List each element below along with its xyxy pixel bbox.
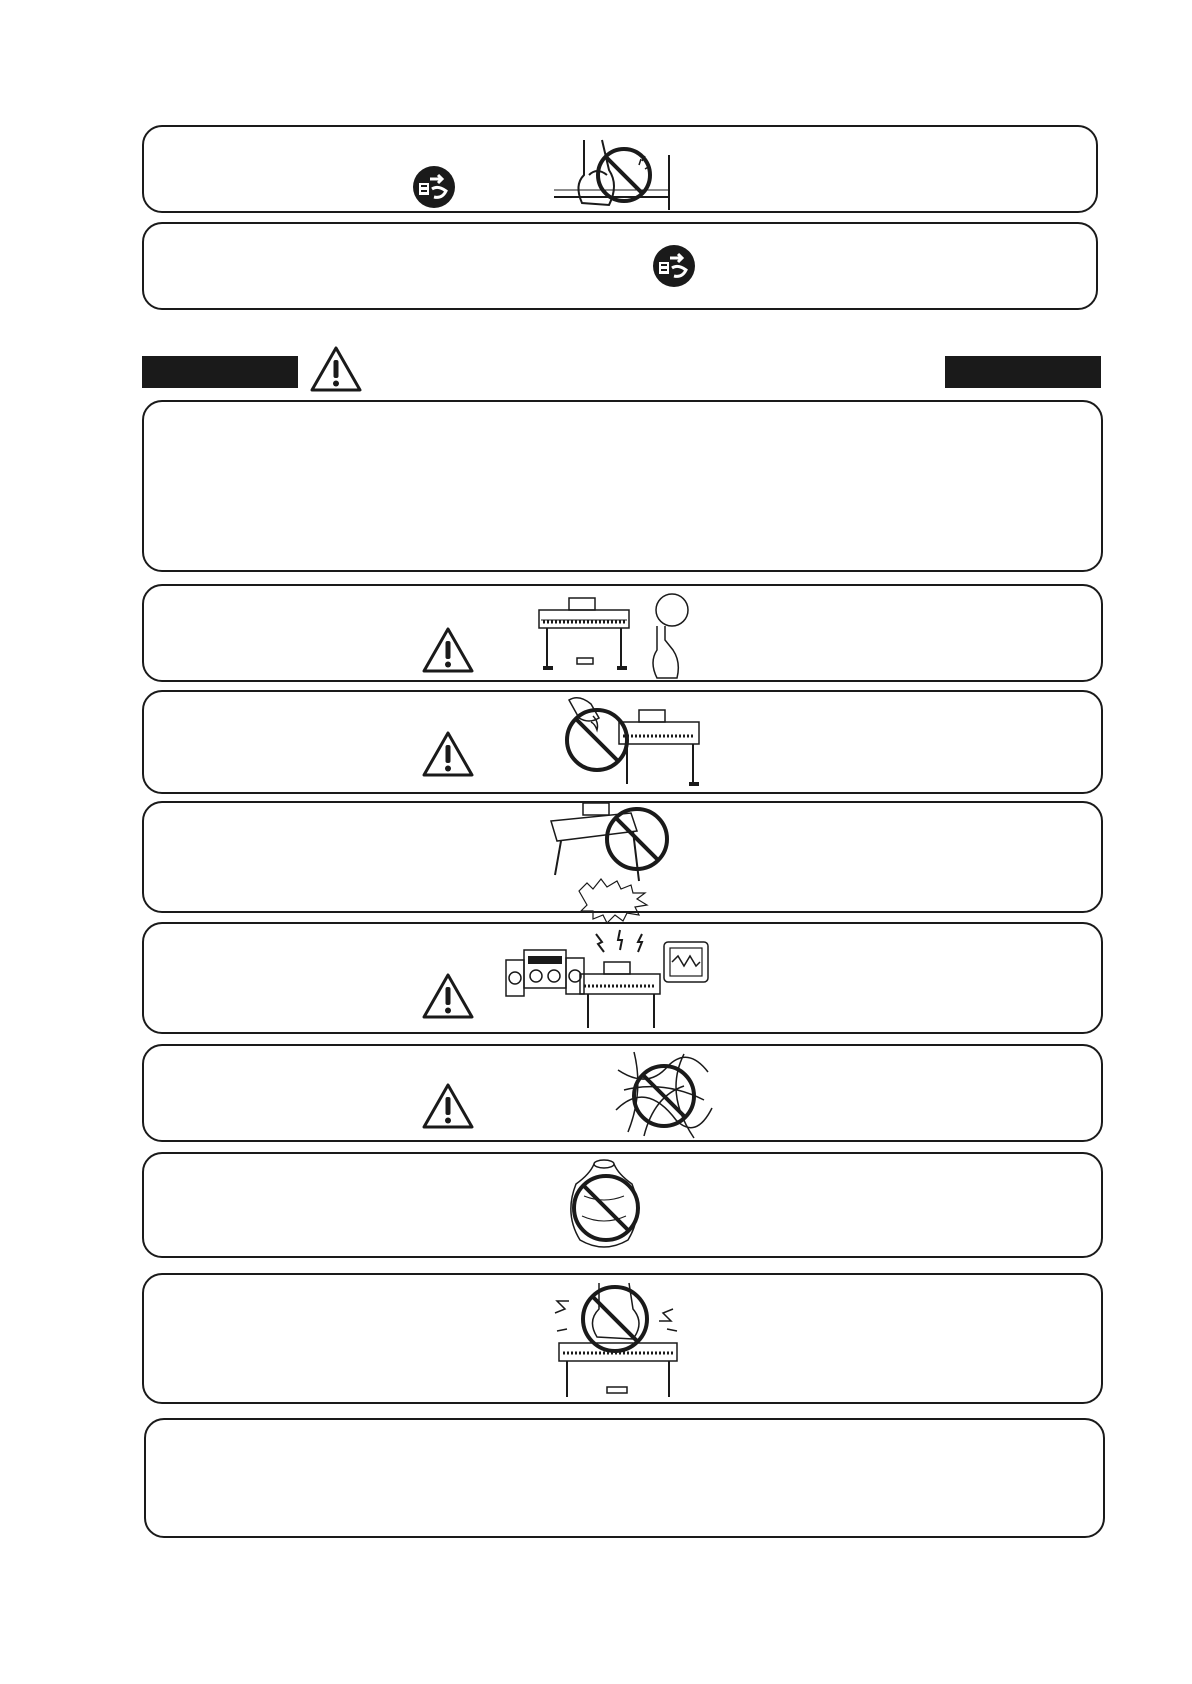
caution-box-3 (142, 400, 1103, 572)
caution-box-2 (142, 222, 1098, 310)
caution-box-6 (142, 801, 1103, 913)
no-pressing-force-illustration (549, 1279, 689, 1403)
caution-box-10 (142, 1273, 1103, 1404)
no-vase-illustration (564, 1156, 648, 1256)
warning-triangle-icon (421, 1082, 475, 1130)
caution-box-9 (142, 1152, 1103, 1258)
caution-box-7 (142, 922, 1103, 1034)
no-dropping-illustration (539, 803, 699, 911)
section-banner-right (945, 356, 1101, 388)
caution-box-5 (142, 690, 1103, 794)
caution-box-1 (142, 125, 1098, 213)
unplug-icon (652, 244, 696, 288)
caution-box-4 (142, 584, 1103, 682)
warning-triangle-icon (421, 626, 475, 674)
unplug-icon (412, 165, 456, 209)
warning-triangle-icon (309, 345, 363, 393)
section-banner-left (142, 356, 298, 388)
caution-box-11 (144, 1418, 1105, 1538)
warning-triangle-icon (421, 972, 475, 1020)
warning-triangle-icon (421, 730, 475, 778)
no-wet-hand-plug-icon (554, 135, 679, 215)
no-liquid-spill-illustration (549, 694, 709, 794)
piano-power-button-illustration (539, 592, 699, 682)
caution-box-8 (142, 1044, 1103, 1142)
no-tangled-cables-illustration (614, 1050, 714, 1142)
interference-devices-illustration (504, 928, 714, 1034)
